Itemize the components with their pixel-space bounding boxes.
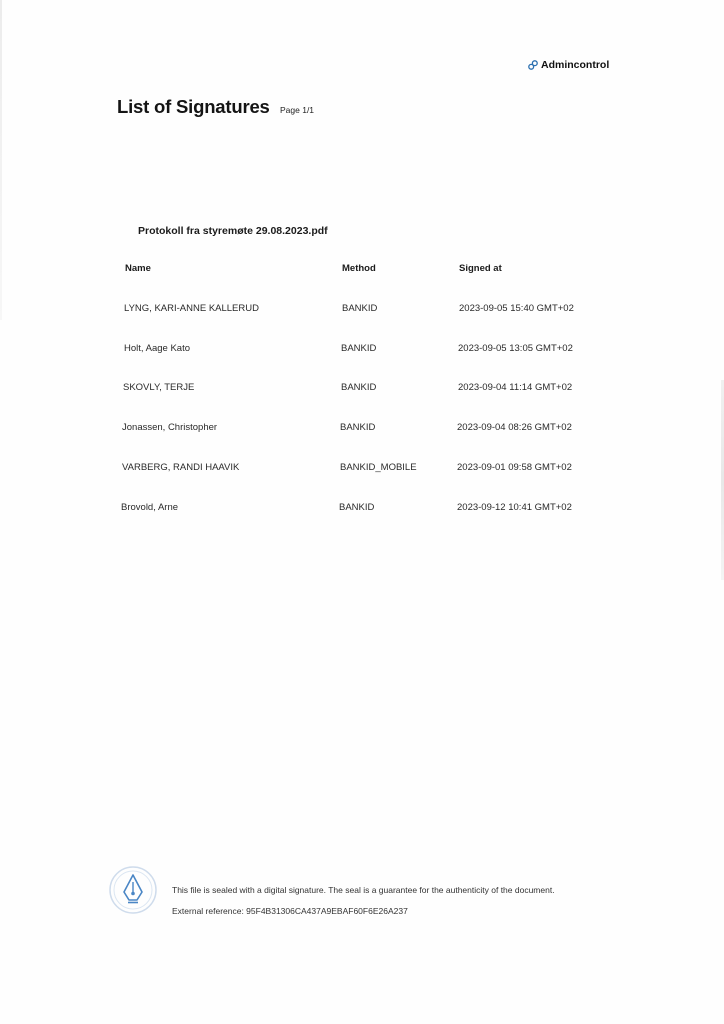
signer-name: Jonassen, Christopher	[122, 422, 218, 433]
signed-at: 2023-09-04 11:14 GMT+02	[458, 382, 573, 393]
brand-name: Admincontrol	[541, 59, 610, 71]
column-header-signed-at: Signed at	[459, 263, 502, 274]
pen-nib-seal-icon	[108, 864, 158, 916]
link-icon	[528, 60, 538, 70]
signer-name: VARBERG, RANDI HAAVIK	[122, 462, 240, 473]
signature-method: BANKID	[342, 303, 378, 314]
scan-edge-left	[0, 0, 2, 320]
signature-method: BANKID	[340, 422, 376, 433]
signed-at: 2023-09-01 09:58 GMT+02	[457, 462, 572, 473]
column-header-name: Name	[125, 263, 151, 274]
table-row	[0, 462, 724, 476]
signature-method: BANKID	[341, 343, 377, 354]
table-row	[0, 343, 724, 357]
page-number: Page 1/1	[280, 105, 315, 115]
seal-notice: This file is sealed with a digital signature. The seal is a guarantee for the authenticity of the document.	[172, 885, 555, 895]
table-row	[0, 303, 724, 317]
column-header-method: Method	[342, 263, 376, 274]
brand-header	[528, 59, 609, 71]
signature-method: BANKID_MOBILE	[340, 462, 417, 473]
signer-name: Holt, Aage Kato	[124, 343, 191, 354]
table-row	[0, 502, 724, 516]
document-file-name: Protokoll fra styremøte 29.08.2023.pdf	[138, 225, 328, 237]
signer-name: LYNG, KARI-ANNE KALLERUD	[124, 303, 259, 314]
page-title: List of Signatures	[117, 96, 270, 117]
signer-name: Brovold, Arne	[121, 502, 179, 513]
table-row	[0, 382, 724, 396]
signer-name: SKOVLY, TERJE	[123, 382, 195, 393]
signed-at: 2023-09-05 15:40 GMT+02	[459, 303, 574, 314]
signed-at: 2023-09-04 08:26 GMT+02	[457, 422, 572, 433]
signature-method: BANKID	[341, 382, 377, 393]
signature-method: BANKID	[339, 502, 375, 513]
signed-at: 2023-09-12 10:41 GMT+02	[457, 502, 572, 513]
external-reference: External reference: 95F4B31306CA437A9EBAF60F6E26A237	[172, 906, 408, 916]
table-row	[0, 422, 724, 436]
signed-at: 2023-09-05 13:05 GMT+02	[458, 343, 573, 354]
